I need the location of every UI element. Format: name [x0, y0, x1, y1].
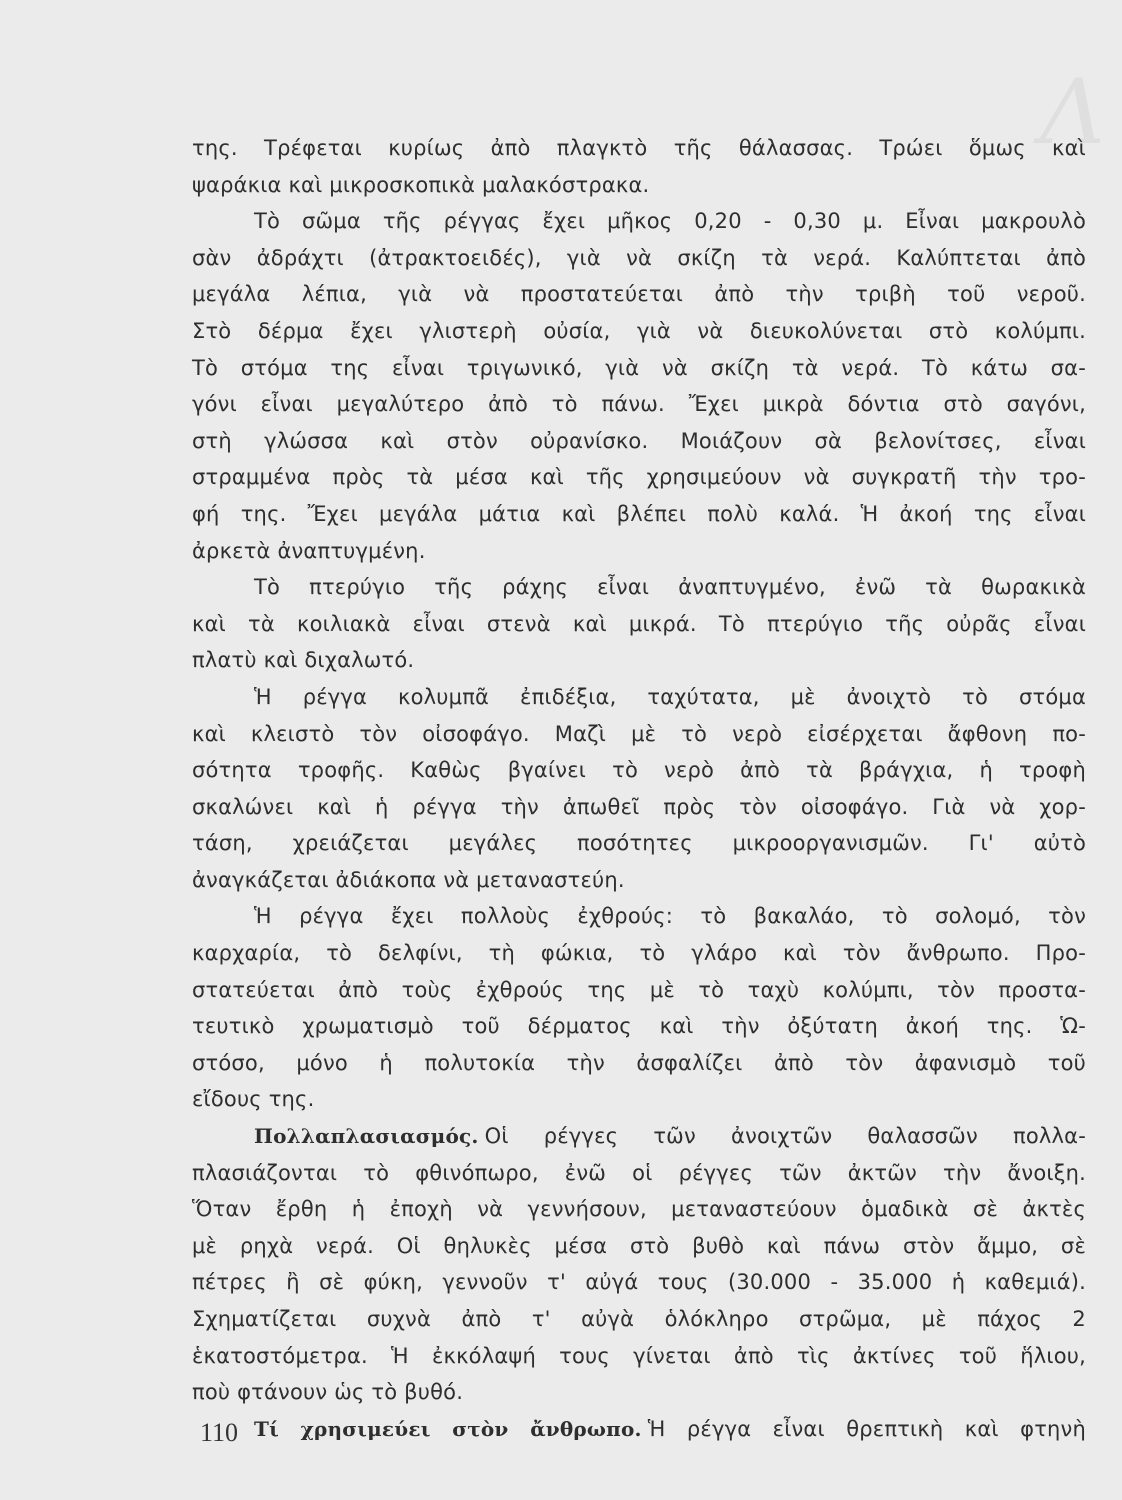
text-line [192, 679, 1086, 716]
text-line [192, 350, 1086, 387]
text-line [192, 825, 1086, 862]
line-text: ψαράκια καὶ μικροσκοπικὰ μαλακόστρακα. [192, 172, 650, 197]
line-text: καὶ τὰ κοιλιακὰ εἶναι στενὰ καὶ μικρά. Τὸ πτερύγιο τῆς οὐρᾶς εἶναι [192, 611, 1086, 636]
text-line [192, 1191, 1086, 1228]
section-heading: Τί χρησιμεύει στὸν ἄνθρωπο. [254, 1416, 642, 1441]
line-text: Ἡ ρέγγα ἔχει πολλοὺς ἐχθρούς: τὸ βακαλάο, τὸ σολομό, τὸν [254, 904, 1086, 929]
text-line [192, 1338, 1086, 1375]
line-text: πέτρες ἢ σὲ φύκη, γεννοῦν τ' αὐγά τους (30.000 - 35.000 ἡ καθεμιά). [192, 1270, 1086, 1295]
body-text [192, 130, 1086, 1447]
line-text: της. Τρέφεται κυρίως ἀπὸ πλαγκτὸ τῆς θάλασσας. Τρώει ὅμως καὶ [192, 136, 1086, 160]
line-text: καὶ κλειστὸ τὸν οἰσοφάγο. Μαζὶ μὲ τὸ νερὸ εἰσέρχεται ἄφθονη πο- [192, 721, 1086, 746]
text-line [192, 1264, 1086, 1301]
line-text: ἀναγκάζεται ἀδιάκοπα νὰ μεταναστεύη. [192, 867, 625, 892]
line-text: Στὸ δέρμα ἔχει γλιστερὴ οὐσία, γιὰ νὰ διευκολύνεται στὸ κολύμπι. [192, 318, 1086, 343]
line-text: Ὅταν ἔρθη ἡ ἐποχὴ νὰ γεννήσουν, μεταναστεύουν ὁμαδικὰ σὲ ἀκτὲς [192, 1197, 1086, 1222]
line-text: στατεύεται ἀπὸ τοὺς ἐχθρούς της μὲ τὸ ταχὺ κολύμπι, τὸν προστα- [192, 977, 1086, 1002]
section-heading-line [192, 1411, 1086, 1448]
text-line [192, 276, 1086, 313]
text-line [192, 240, 1086, 277]
text-line [192, 313, 1086, 350]
text-line [192, 606, 1086, 643]
line-text: ἑκατοστόμετρα. Ἡ ἐκκόλαψή τους γίνεται ἀπὸ τὶς ἀκτίνες τοῦ ἥλιου, [192, 1343, 1086, 1368]
line-text: στραμμένα πρὸς τὰ μέσα καὶ τῆς χρησιμεύουν νὰ συγκρατῆ τὴν τρο- [192, 465, 1086, 490]
text-line [192, 972, 1086, 1009]
text-line [192, 898, 1086, 935]
text-line [192, 752, 1086, 789]
page-number: 110 [200, 1418, 239, 1447]
line-text: πλασιάζονται τὸ φθινόπωρο, ἐνῶ οἱ ρέγγες τῶν ἀκτῶν τὴν ἄνοιξη. [192, 1160, 1086, 1185]
line-text: ποὺ φτάνουν ὡς τὸ βυθό. [192, 1380, 464, 1405]
line-text: Ἡ ρέγγα εἶναι θρεπτικὴ καὶ φτηνὴ [647, 1416, 1086, 1441]
line-text: Σχηματίζεται συχνὰ ἀπὸ τ' αὐγὰ ὁλόκληρο στρῶμα, μὲ πάχος 2 [192, 1307, 1086, 1331]
text-line [192, 862, 1086, 899]
line-text: τάση, χρειάζεται μεγάλες ποσότητες μικροοργανισμῶν. Γι' αὐτὸ [192, 831, 1086, 856]
line-text: εἴδους της. [192, 1087, 315, 1112]
text-line [192, 1301, 1086, 1338]
line-text: σὰν ἀδράχτι (ἀτρακτοειδές), γιὰ νὰ σκίζη τὰ νερά. Καλύπτεται ἀπὸ [192, 245, 1086, 270]
text-line [192, 642, 1086, 679]
text-line [192, 935, 1086, 972]
line-text: στὴ γλώσσα καὶ στὸν οὐρανίσκο. Μοιάζουν σὰ βελονίτσες, εἶναι [192, 428, 1086, 453]
line-text: στόσο, μόνο ἡ πολυτοκία τὴν ἀσφαλίζει ἀπὸ τὸν ἀφανισμὸ τοῦ [192, 1050, 1086, 1075]
text-line [192, 716, 1086, 753]
line-text: καρχαρία, τὸ δελφίνι, τὴ φώκια, τὸ γλάρο καὶ τὸν ἄνθρωπο. Προ- [192, 941, 1086, 966]
line-text: Ἡ ρέγγα κολυμπᾶ ἐπιδέξια, ταχύτατα, μὲ ἀνοιχτὸ τὸ στόμα [254, 684, 1086, 709]
text-line [192, 203, 1086, 240]
text-line [192, 167, 1086, 204]
line-text: Τὸ πτερύγιο τῆς ράχης εἶναι ἀναπτυγμένο, ἐνῶ τὰ θωρακικὰ [254, 575, 1086, 600]
line-text: Οἱ ρέγγες τῶν ἀνοιχτῶν θαλασσῶν πολλα- [484, 1124, 1086, 1149]
line-text: Τὸ σῶμα τῆς ρέγγας ἔχει μῆκος 0,20 - 0,30 μ. Εἶναι μακρουλὸ [254, 209, 1086, 234]
text-line [192, 1081, 1086, 1118]
text-line [192, 789, 1086, 826]
line-text: Τὸ στόμα της εἶναι τριγωνικό, γιὰ νὰ σκίζη τὰ νερά. Τὸ κάτω σα- [192, 355, 1086, 380]
text-line [192, 423, 1086, 460]
text-line [192, 569, 1086, 606]
line-text: μεγάλα λέπια, γιὰ νὰ προστατεύεται ἀπὸ τὴν τριβὴ τοῦ νεροῦ. [192, 282, 1086, 307]
text-line [192, 533, 1086, 570]
line-text: σκαλώνει καὶ ἡ ρέγγα τὴν ἀπωθεῖ πρὸς τὸν οἰσοφάγο. Γιὰ νὰ χορ- [192, 794, 1086, 819]
bleed-through-mark: Λ [1040, 60, 1105, 165]
text-line [192, 1155, 1086, 1192]
line-text: ἀρκετὰ ἀναπτυγμένη. [192, 538, 426, 563]
text-line [192, 1228, 1086, 1265]
text-line [192, 459, 1086, 496]
line-text: τευτικὸ χρωματισμὸ τοῦ δέρματος καὶ τὴν ὀξύτατη ἀκοή της. Ὡ- [192, 1014, 1086, 1039]
section-heading-line [192, 1118, 1086, 1155]
line-text: πλατὺ καὶ διχαλωτό. [192, 648, 415, 673]
text-line [192, 1008, 1086, 1045]
text-line [192, 1045, 1086, 1082]
text-line [192, 130, 1086, 167]
line-text: γόνι εἶναι μεγαλύτερο ἀπὸ τὸ πάνω. Ἔχει μικρὰ δόντια στὸ σαγόνι, [192, 392, 1086, 417]
line-text: σότητα τροφῆς. Καθὼς βγαίνει τὸ νερὸ ἀπὸ τὰ βράγχια, ἡ τροφὴ [192, 758, 1086, 783]
text-line [192, 496, 1086, 533]
section-heading: Πολλαπλασιασμός. [254, 1124, 479, 1149]
line-text: φή της. Ἔχει μεγάλα μάτια καὶ βλέπει πολὺ καλά. Ἡ ἀκοή της εἶναι [192, 501, 1086, 526]
text-line [192, 1374, 1086, 1411]
line-text: μὲ ρηχὰ νερά. Οἱ θηλυκὲς μέσα στὸ βυθὸ καὶ πάνω στὸν ἄμμο, σὲ [192, 1233, 1086, 1258]
text-line [192, 386, 1086, 423]
